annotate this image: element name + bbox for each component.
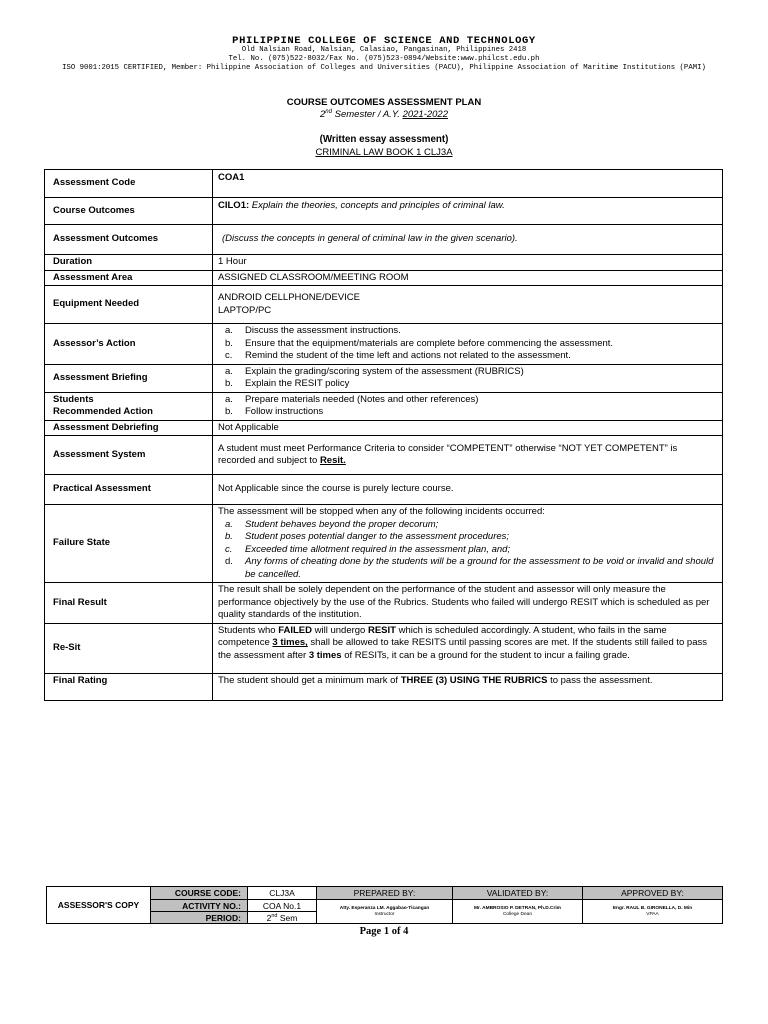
row-students-action: Students Recommended Action a. Prepare materials needed (Notes and other references) b. Follow instructions [45, 392, 723, 420]
debriefing-value: Not Applicable [213, 420, 723, 436]
approved-by-signatory: Engr. RAUL B. GIRONELLA, D. Min VPAA [583, 900, 723, 924]
row-assessment-briefing: Assessment Briefing a. Explain the grading/scoring system of the assessment (RUBRICS) b. Explain the RESIT policy [45, 364, 723, 392]
list-item: d. Any forms of cheating done by the students will be a ground for the assessment to be void or invalid and should be cancelled. [225, 556, 714, 580]
assessment-area-value: ASSIGNED CLASSROOM/MEETING ROOM [213, 270, 723, 286]
equipment-value: ANDROID CELLPHONE/DEVICE LAPTOP/PC [213, 286, 723, 324]
row-final-result: Final Result The result shall be solely dependent on the performance of the student and assessor will only measure the performance objectively by the use of the Rubrics. Students who failed will undergo RESIT which is scheduled as per quality standards of the institution. [45, 583, 723, 624]
row-debriefing: Assessment Debriefing Not Applicable [45, 420, 723, 436]
failure-state-value: The assessment will be stopped when any of the following incidents occurred: a. Student behaves beyond the proper decorum; b. Student poses potential danger to the assessment procedures; c. Exceeded time allotment required in the assessment plan, and; d. Any forms of cheating done by the students will be a ground for the assessment to be void or invalid and should be cancelled. [213, 505, 723, 583]
final-result-value: The result shall be solely dependent on the performance of the student and assessor will only measure the performance objectively by the use of the Rubrics. Students who failed will undergo RESIT which is scheduled as per quality standards of the institution. [213, 583, 723, 624]
prepared-by-label: PREPARED BY: [317, 887, 453, 900]
assessment-system-value: A student must meet Performance Criteria to consider “COMPETENT” otherwise “NOT YET COMPETENT” is recorded and subject to Resit. [213, 436, 723, 475]
course-code-value: CLJ3A [248, 887, 317, 900]
list-item: a. Student behaves beyond the proper decorum; [225, 518, 439, 530]
prepared-by-signatory: Atty. Esperanza LM. Aggabao-Ticangan Instructor [317, 900, 453, 924]
row-final-rating: Final Rating The student should get a minimum mark of THREE (3) USING THE RUBRICS to pass the assessment. [45, 673, 723, 700]
activity-no-value: COA No.1 [248, 900, 317, 912]
institution-name: PHILIPPINE COLLEGE OF SCIENCE AND TECHNOLOGY [232, 35, 536, 47]
assessment-code-value: COA1 [213, 170, 723, 198]
period-label: PERIOD: [151, 912, 248, 924]
row-assessor-action: Assessor’s Action a. Discuss the assessment instructions. b. Ensure that the equipment/materials are complete before commencing the assessment. c. Remind the student of the time left and actions not related to the assessment. [45, 324, 723, 365]
row-equipment: Equipment Needed ANDROID CELLPHONE/DEVICE LAPTOP/PC [45, 286, 723, 324]
assessment-briefing-value [213, 364, 723, 392]
list-item: a. Explain the grading/scoring system of the assessment (RUBRICS) [225, 365, 524, 377]
practical-assessment-value: Not Applicable since the course is purely lecture course. [213, 475, 723, 505]
list-item: b. Explain the RESIT policy [225, 378, 350, 389]
institution-address: Old Nalsian Road, Nalsian, Calasiao, Pangasinan, Philippines 2418 [241, 46, 527, 54]
institution-accreditation: ISO 9001:2015 CERTIFIED, Member: Philippine Association of Colleges and Universities (PACU), Philippine Association of Maritime Institutions (PAMI) [62, 64, 706, 72]
assessor-action-value [213, 324, 723, 365]
row-assessment-area: Assessment Area ASSIGNED CLASSROOM/MEETING ROOM [45, 270, 723, 286]
institution-contact: Tel. No. (075)522-8032/Fax No. (075)523-0894/Website:www.philcst.edu.ph [228, 55, 540, 63]
footer-table [46, 886, 723, 924]
academic-year: 2021-2022 [402, 109, 448, 121]
list-item: c. Remind the student of the time left and actions not related to the assessment. [225, 350, 571, 361]
row-duration: Duration 1 Hour [45, 255, 723, 271]
row-assessment-system: Assessment System A student must meet Performance Criteria to consider “COMPETENT” otherwise “NOT YET COMPETENT” is recorded and subject to Resit. [45, 436, 723, 475]
assessment-outcomes-value: (Discuss the concepts in general of criminal law in the given scenario). [213, 225, 723, 255]
row-course-outcomes: Course Outcomes CILO1: Explain the theories, concepts and principles of criminal law. [45, 198, 723, 225]
row-assessment-outcomes: Assessment Outcomes (Discuss the concepts in general of criminal law in the given scenario). [45, 225, 723, 255]
students-action-value [213, 392, 723, 420]
list-item: a. Discuss the assessment instructions. [225, 325, 401, 336]
list-item: b. Ensure that the equipment/materials are complete before commencing the assessment. [225, 337, 614, 349]
course-code-label: COURSE CODE: [151, 887, 248, 900]
assessment-type: (Written essay assessment) [319, 134, 449, 145]
validated-by-label: VALIDATED BY: [453, 887, 583, 900]
validated-by-signatory: Mr. AMBROSIO P. DETRAN, Ph.D.Crim College Dean [453, 900, 583, 924]
final-rating-value: The student should get a minimum mark of THREE (3) USING THE RUBRICS to pass the assessment. [213, 673, 723, 700]
row-practical-assessment: Practical Assessment Not Applicable since the course is purely lecture course. [45, 475, 723, 505]
activity-no-label: ACTIVITY NO.: [151, 900, 248, 912]
approved-by-label: APPROVED BY: [583, 887, 723, 900]
row-assessment-code: Assessment Code COA1 [45, 170, 723, 198]
page-number: Page 1 of 4 [359, 926, 409, 937]
course-outcomes-value: CILO1: Explain the theories, concepts and principles of criminal law. [213, 198, 723, 225]
duration-value: 1 Hour [213, 255, 723, 271]
list-item: c. Exceeded time allotment required in the assessment plan, and; [225, 543, 511, 555]
semester-line: 2nd Semester / A.Y. 2021-2022 [320, 109, 448, 121]
list-item: a. Prepare materials needed (Notes and other references) [225, 393, 479, 405]
row-failure-state: Failure State The assessment will be stopped when any of the following incidents occurred: a. Student behaves beyond the proper decorum; b. Student poses potential danger to the assessment procedures; c. Exceeded time allotment required in the assessment plan, and; d. Any forms of cheating done by the students will be a ground for the assessment to be void or invalid and should be cancelled. [45, 505, 723, 583]
row-resit: Re-Sit Students who FAILED will undergo RESIT which is scheduled accordingly. A student, who fails in the same competence 3 times, shall be allowed to take RESITS until passing scores are met. If the students still failed to pass the assessment after 3 times of RESITs, it can be a ground for the student to incur a failing grade. [45, 623, 723, 673]
course-title: CRIMINAL LAW BOOK 1 CLJ3A [315, 147, 453, 158]
assessment-plan-table [44, 169, 723, 701]
list-item: b. Student poses potential danger to the assessment procedures; [225, 531, 510, 542]
assessors-copy-label: ASSESSOR'S COPY [47, 887, 151, 924]
resit-value: Students who FAILED will undergo RESIT which is scheduled accordingly. A student, who fails in the same competence 3 times, shall be allowed to take RESITS until passing scores are met. If the students still failed to pass the assessment after 3 times of RESITs, it can be a ground for the student to incur a failing grade. [213, 623, 723, 673]
list-item: b. Follow instructions [225, 406, 324, 417]
period-value: 2nd Sem [248, 912, 317, 924]
plan-title: COURSE OUTCOMES ASSESSMENT PLAN [286, 97, 482, 108]
